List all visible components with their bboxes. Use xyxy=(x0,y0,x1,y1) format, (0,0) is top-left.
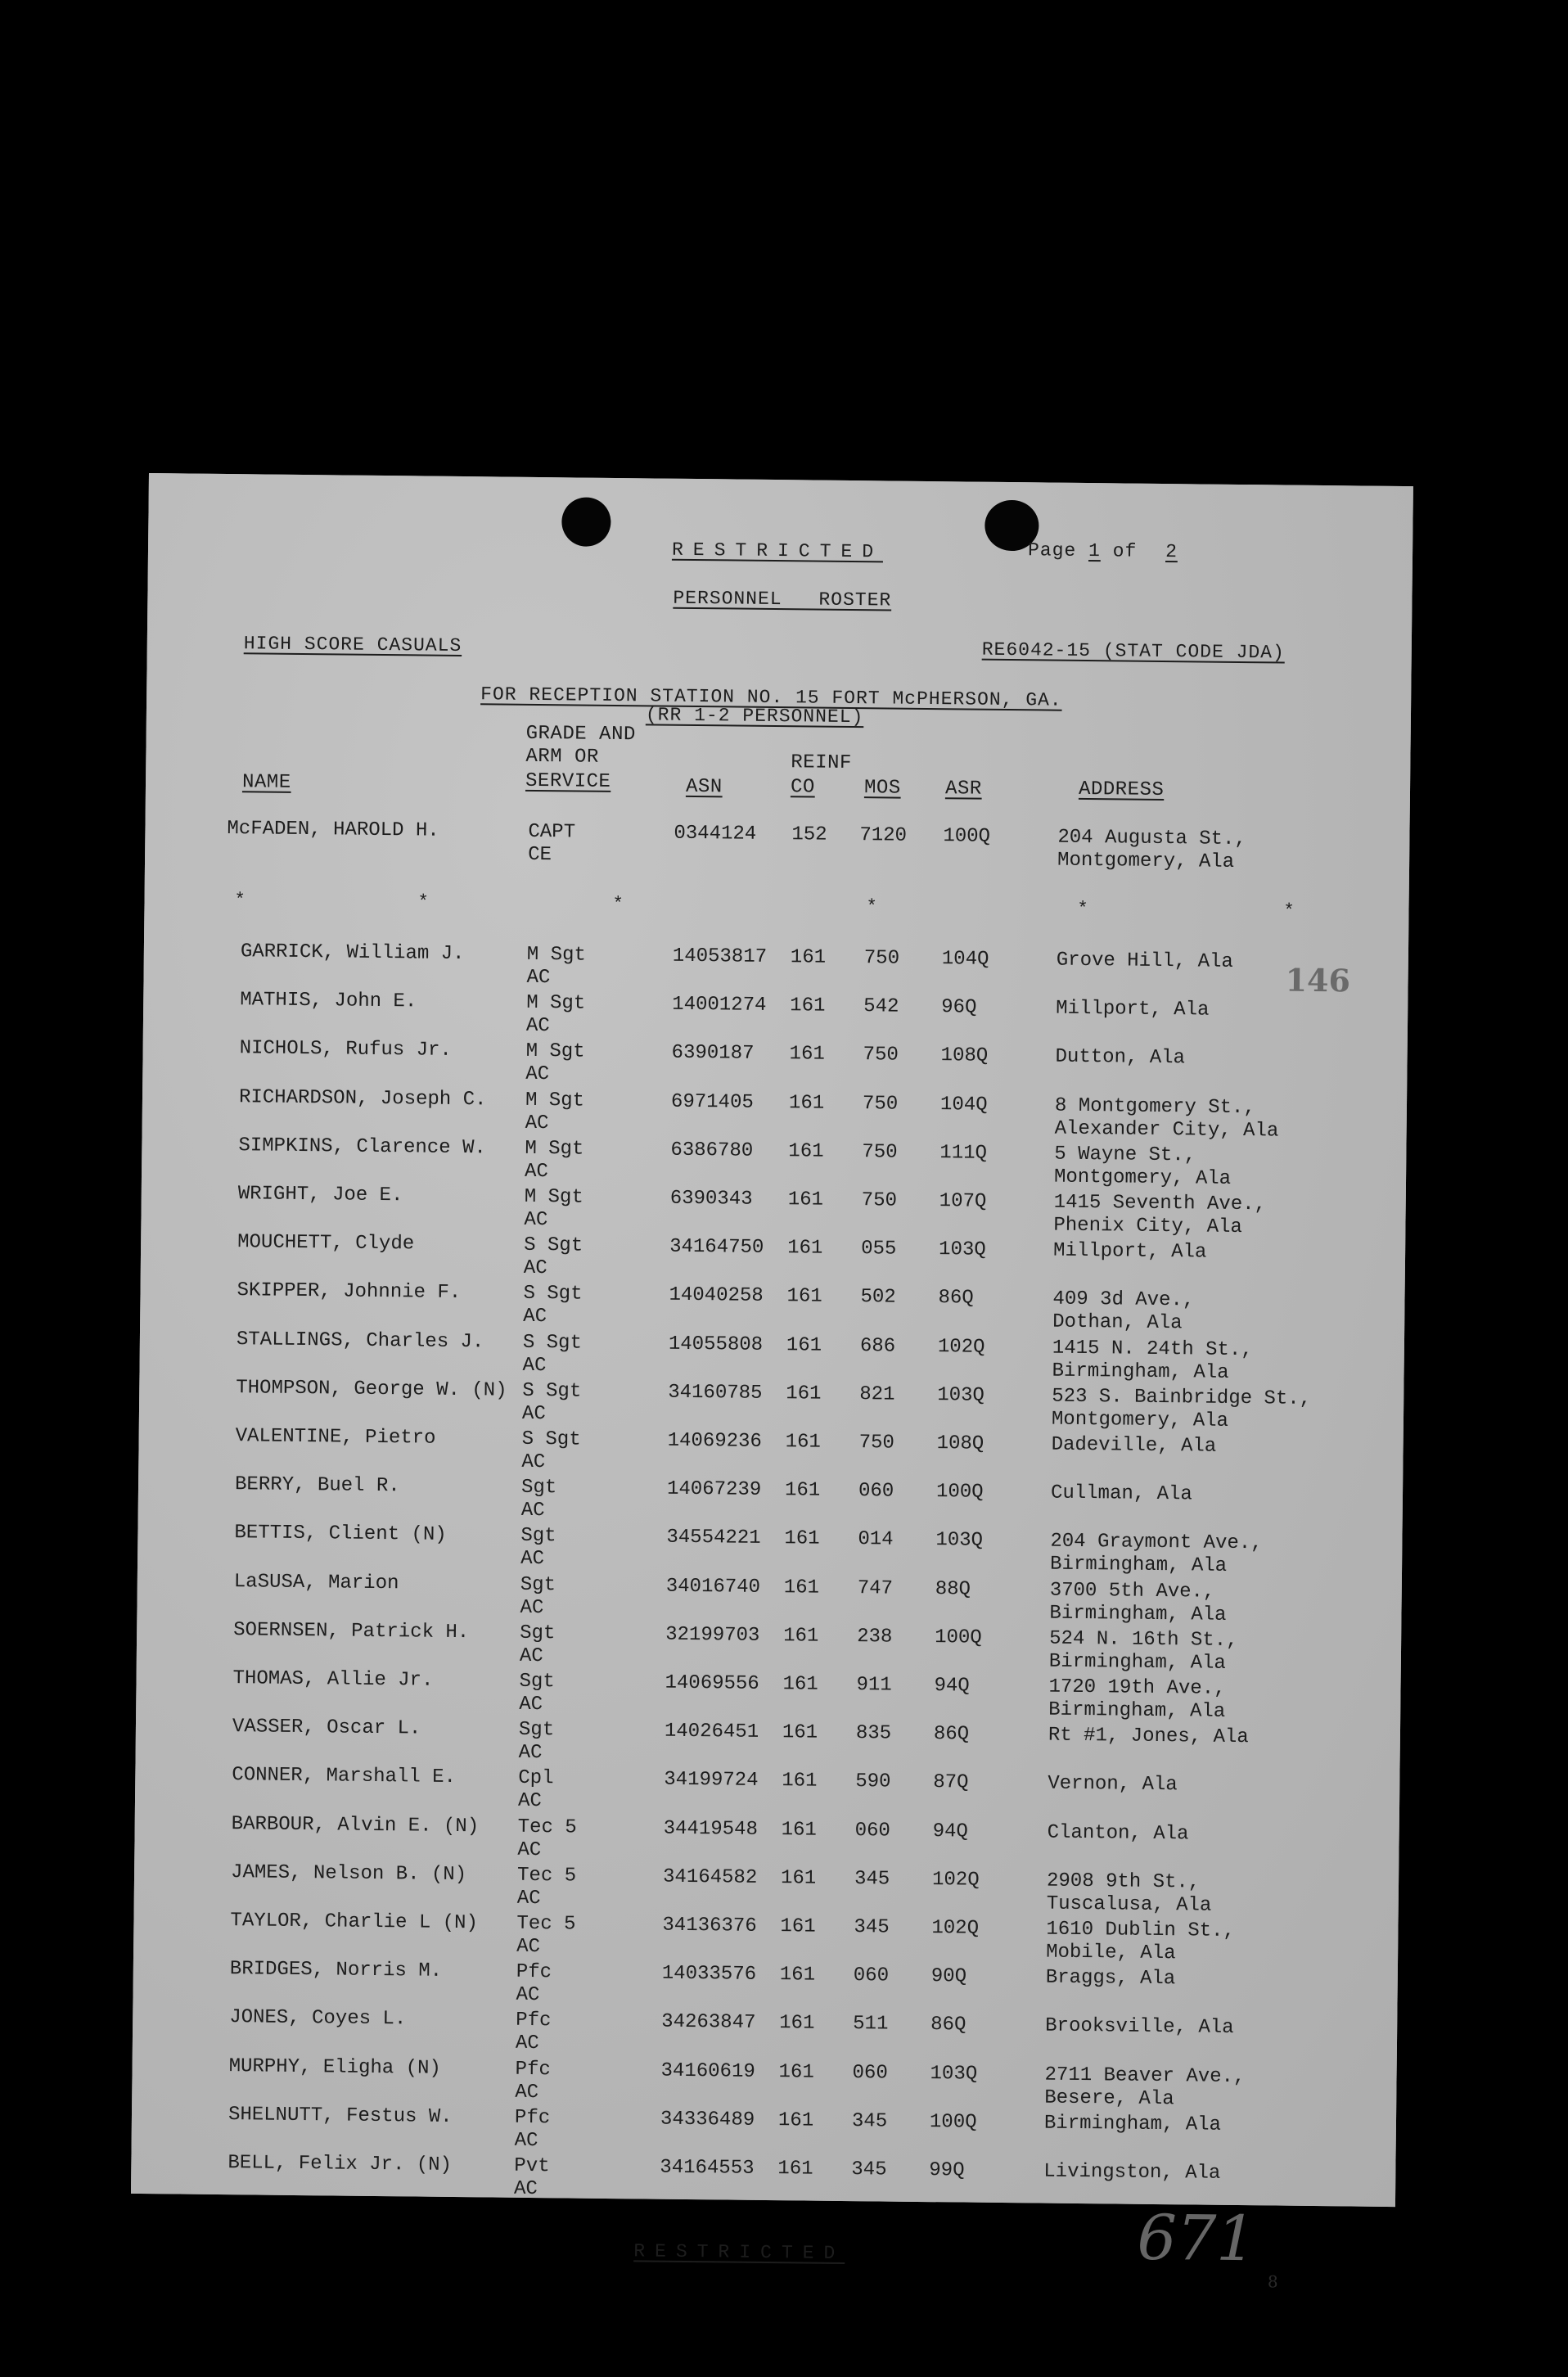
roster-address-line2: Birmingham, Ala xyxy=(1049,1553,1228,1578)
roster-name: SKIPPER, Johnnie F. xyxy=(237,1279,462,1305)
roster-asr: 108Q xyxy=(940,1044,989,1068)
roster-address-line2: Tuscalusa, Ala xyxy=(1046,1892,1212,1917)
roster-asn: 6971405 xyxy=(670,1090,754,1114)
roster-asn: 34160785 xyxy=(668,1381,763,1405)
roster-asn: 34136376 xyxy=(662,1914,757,1937)
roster-asr: 107Q xyxy=(939,1190,987,1213)
roster-asn: 34164553 xyxy=(660,2156,755,2180)
roster-asn: 34164582 xyxy=(662,1865,758,1889)
roster-asn: 34554221 xyxy=(666,1527,761,1550)
roster-co: 161 xyxy=(790,946,827,969)
roster-arm: AC xyxy=(524,1208,548,1232)
roster-address-line1: 8 Montgomery St., xyxy=(1054,1094,1255,1119)
roster-mos: 345 xyxy=(851,2158,887,2181)
station-subline: (RR 1-2 PERSONNEL) xyxy=(645,704,864,728)
separator-star: * xyxy=(1283,900,1295,922)
roster-arm: AC xyxy=(524,1160,549,1183)
roster-mos: 502 xyxy=(860,1286,896,1310)
roster-arm: AC xyxy=(513,2177,538,2201)
roster-mos: 821 xyxy=(859,1382,895,1406)
roster-name: RICHARDSON, Joseph C. xyxy=(238,1085,487,1111)
roster-page xyxy=(131,473,1413,2292)
roster-co: 161 xyxy=(782,1770,818,1793)
roster-asr: 87Q xyxy=(933,1771,969,1794)
roster-mos: 060 xyxy=(858,1480,894,1503)
officer-row xyxy=(145,817,1410,877)
roster-grade: S Sgt xyxy=(523,1283,583,1306)
roster-asn: 14069236 xyxy=(667,1429,763,1453)
roster-asn: 34199724 xyxy=(664,1769,759,1793)
roster-asr: 94Q xyxy=(932,1820,969,1843)
roster-asr: 86Q xyxy=(938,1287,974,1310)
roster-arm: AC xyxy=(516,1887,541,1910)
roster-asr: 103Q xyxy=(935,1529,984,1553)
roster-address-line2: Montgomery, Ala xyxy=(1053,1166,1232,1190)
restricted-header: RESTRICTED xyxy=(671,539,884,563)
roster-asr: 94Q xyxy=(934,1675,970,1698)
roster-asn: 32199703 xyxy=(665,1623,760,1647)
officer-grade: CAPT xyxy=(528,820,576,844)
roster-name: BARBOUR, Alvin E. (N) xyxy=(231,1812,480,1838)
handwritten-number: 671 xyxy=(1137,2200,1257,2276)
roster-asn: 14055808 xyxy=(668,1333,764,1356)
roster-asn: 34164750 xyxy=(669,1235,764,1260)
roster-asn: 34016740 xyxy=(665,1575,761,1599)
roster-name: MATHIS, John E. xyxy=(240,989,417,1013)
roster-name: BELL, Felix Jr. (N) xyxy=(228,2152,453,2176)
roster-address-line1: 524 N. 16th St., xyxy=(1049,1627,1238,1652)
roster-grade: M Sgt xyxy=(526,992,586,1015)
roster-grade: S Sgt xyxy=(524,1234,583,1257)
roster-address-line1: 5 Wayne St., xyxy=(1054,1143,1196,1167)
officer-arm: CE xyxy=(528,843,552,867)
roster-arm: AC xyxy=(515,2081,539,2104)
roster-mos: 750 xyxy=(861,1189,898,1212)
roster-mos: 060 xyxy=(854,1819,891,1843)
roster-co: 161 xyxy=(787,1188,824,1211)
roster-asn: 6390343 xyxy=(669,1187,753,1211)
roster-arm: AC xyxy=(520,1596,544,1619)
roster-address-line1: Brooksville, Ala xyxy=(1045,2014,1234,2040)
roster-grade: M Sgt xyxy=(526,943,587,967)
roster-asn: 14040258 xyxy=(669,1284,764,1308)
roster-grade: M Sgt xyxy=(525,1089,585,1112)
roster-grade: Sgt xyxy=(520,1525,556,1548)
roster-name: MURPHY, Eligha (N) xyxy=(228,2055,442,2080)
roster-mos: 835 xyxy=(855,1722,892,1745)
page-number: 1 xyxy=(1088,540,1102,562)
roster-address-line1: Cullman, Ala xyxy=(1050,1482,1192,1506)
roster-address-line1: Livingston, Ala xyxy=(1043,2160,1221,2185)
separator-star: * xyxy=(417,891,429,913)
roster-asr: 102Q xyxy=(931,1868,980,1892)
roster-grade: S Sgt xyxy=(522,1379,582,1403)
roster-asr: 99Q xyxy=(929,2159,965,2182)
roster-grade: Sgt xyxy=(520,1573,556,1596)
roster-name: STALLINGS, Charles J. xyxy=(236,1328,484,1353)
roster-name: BETTIS, Client (N) xyxy=(234,1522,447,1547)
roster-asn: 34336489 xyxy=(660,2108,755,2131)
roster-name: SIMPKINS, Clarence W. xyxy=(238,1134,486,1160)
roster-co: 161 xyxy=(786,1382,822,1405)
roster-asr: 100Q xyxy=(929,2110,977,2134)
stamp-number: 146 xyxy=(1285,961,1351,999)
roster-arm: AC xyxy=(519,1693,543,1716)
roster-grade: Pfc xyxy=(515,2058,551,2081)
roster-arm: AC xyxy=(516,1935,541,1959)
roster-asr: 104Q xyxy=(939,1093,988,1116)
roster-co: 161 xyxy=(784,1527,820,1551)
roster-asr: 100Q xyxy=(935,1481,984,1504)
roster-name: TAYLOR, Charlie L (N) xyxy=(230,1910,479,1935)
col-address: ADDRESS xyxy=(1078,778,1165,802)
roster-mos: 542 xyxy=(863,995,899,1018)
roster-co: 161 xyxy=(786,1333,822,1357)
roster-mos: 750 xyxy=(862,1092,899,1116)
roster-asr: 96Q xyxy=(941,996,977,1019)
roster-name: MOUCHETT, Clyde xyxy=(237,1231,415,1256)
roster-address-line1: Millport, Ala xyxy=(1052,1239,1207,1264)
roster-asr: 103Q xyxy=(937,1383,985,1407)
roster-mos: 060 xyxy=(852,2061,888,2085)
roster-name: BERRY, Buel R. xyxy=(234,1473,400,1498)
col-reinf: REINF xyxy=(791,751,852,775)
roster-co: 161 xyxy=(779,2012,815,2036)
roster-address-line2: Besere, Ala xyxy=(1044,2086,1174,2110)
separator-star: * xyxy=(1077,898,1088,920)
roster-asn: 14001274 xyxy=(672,993,767,1017)
roster-asr: 100Q xyxy=(935,1626,982,1649)
officer-name: McFADEN, HAROLD H. xyxy=(227,818,439,842)
roster-arm: AC xyxy=(518,1742,543,1765)
roster-asr: 103Q xyxy=(930,2062,978,2086)
roster-name: WRIGHT, Joe E. xyxy=(237,1183,403,1207)
roster-asr: 86Q xyxy=(933,1723,970,1746)
page-of: of xyxy=(1112,540,1138,562)
roster-address-line1: 2908 9th St., xyxy=(1046,1870,1201,1894)
roster-address-line1: Birmingham, Ala xyxy=(1043,2112,1222,2136)
corner-mark: 8 xyxy=(1267,2271,1278,2292)
col-co: CO xyxy=(790,776,815,799)
roster-address-line1: Vernon, Ala xyxy=(1048,1772,1178,1797)
roster-asr: 103Q xyxy=(938,1238,986,1261)
roster-grade: S Sgt xyxy=(522,1331,583,1355)
roster-name: GARRICK, William J. xyxy=(240,940,465,966)
roster-arm: AC xyxy=(517,1790,542,1813)
officer-mos: 7120 xyxy=(859,824,908,847)
reference-code: RE6042-15 (STAT CODE JDA) xyxy=(981,638,1285,664)
officer-address-line1: 204 Augusta St., xyxy=(1057,826,1246,851)
roster-grade: M Sgt xyxy=(525,1040,585,1064)
roster-co: 161 xyxy=(790,995,826,1017)
unit-name: HIGH SCORE CASUALS xyxy=(243,633,462,657)
roster-name: SOERNSEN, Patrick H. xyxy=(233,1618,470,1644)
officer-asr: 100Q xyxy=(943,825,991,848)
roster-arm: AC xyxy=(522,1354,547,1377)
col-grade-line1: GRADE AND xyxy=(525,722,636,746)
roster-grade: Tec 5 xyxy=(517,1815,577,1839)
roster-name: JONES, Coyes L. xyxy=(229,2006,407,2031)
roster-asr: 102Q xyxy=(931,1917,980,1940)
roster-co: 161 xyxy=(781,1818,818,1842)
col-asn: ASN xyxy=(685,775,723,799)
roster-asn: 34263847 xyxy=(661,2011,756,2035)
roster-mos: 345 xyxy=(854,1916,890,1939)
roster-arm: AC xyxy=(519,1644,543,1667)
roster-name: CONNER, Marshall E. xyxy=(232,1764,457,1789)
roster-address-line1: 3700 5th Ave., xyxy=(1049,1579,1215,1603)
roster-address-line1: 204 Graymont Ave., xyxy=(1050,1530,1263,1555)
roster-mos: 911 xyxy=(856,1674,892,1697)
roster-name: THOMPSON, George W. (N) xyxy=(236,1376,507,1402)
roster-asr: 102Q xyxy=(937,1335,985,1359)
roster-co: 161 xyxy=(777,2109,814,2132)
roster-grade: S Sgt xyxy=(521,1428,581,1451)
separator-star: * xyxy=(866,896,877,918)
roster-address-line1: 2711 Beaver Ave., xyxy=(1044,2064,1246,2088)
roster-co: 161 xyxy=(782,1673,818,1696)
station-line: FOR RECEPTION STATION NO. 15 FORT McPHERSON, GA. xyxy=(480,683,1062,711)
roster-name: VASSER, Oscar L. xyxy=(232,1716,421,1740)
restricted-footer: RESTRICTED xyxy=(633,2240,845,2265)
roster-arm: AC xyxy=(516,1983,540,2007)
roster-mos: 750 xyxy=(863,1044,899,1067)
roster-address-line1: Rt #1, Jones, Ala xyxy=(1048,1724,1249,1749)
roster-asn: 14026451 xyxy=(664,1720,759,1744)
roster-co: 161 xyxy=(788,1091,825,1115)
roster-mos: 511 xyxy=(853,2013,889,2036)
roster-address-line2: Mobile, Ala xyxy=(1045,1941,1176,1965)
roster-mos: 345 xyxy=(851,2109,888,2133)
roster-co: 161 xyxy=(780,1866,817,1890)
roster-name: THOMAS, Allie Jr. xyxy=(232,1667,434,1692)
roster-address-line2: Dothan, Ala xyxy=(1052,1311,1183,1335)
roster-co: 161 xyxy=(782,1721,818,1744)
roster-name: BRIDGES, Norris M. xyxy=(229,1958,443,1983)
roster-asr: 104Q xyxy=(941,948,989,971)
roster-title: PERSONNEL ROSTER xyxy=(673,587,892,611)
roster-address-line1: 1720 19th Ave., xyxy=(1048,1676,1226,1700)
roster-co: 161 xyxy=(780,1915,816,1938)
roster-name: NICHOLS, Rufus Jr. xyxy=(239,1037,453,1062)
roster-arm: AC xyxy=(521,1450,546,1474)
roster-address-line1: 1415 N. 24th St., xyxy=(1052,1337,1253,1361)
roster-address-line1: Clanton, Ala xyxy=(1047,1821,1189,1845)
roster-grade: Tec 5 xyxy=(516,1864,577,1888)
page-total: 2 xyxy=(1165,541,1178,563)
roster-asr: 111Q xyxy=(939,1141,988,1165)
roster-grade: M Sgt xyxy=(525,1137,584,1161)
roster-arm: AC xyxy=(525,1063,550,1086)
col-mos: MOS xyxy=(863,777,901,800)
col-grade-line3: SERVICE xyxy=(525,769,611,793)
roster-grade: Sgt xyxy=(518,1719,555,1742)
roster-address-line2: Birmingham, Ala xyxy=(1052,1360,1229,1384)
roster-grade: M Sgt xyxy=(524,1185,583,1209)
roster-grade: Sgt xyxy=(519,1670,555,1694)
roster-address-line1: 1415 Seventh Ave., xyxy=(1053,1191,1267,1216)
roster-address-line1: 409 3d Ave., xyxy=(1052,1288,1195,1312)
page-indicator xyxy=(1028,539,1202,562)
punch-hole-left xyxy=(561,497,611,547)
roster-grade: Pvt xyxy=(514,2154,550,2178)
roster-grade: Pfc xyxy=(516,2009,552,2032)
roster-asn: 14069556 xyxy=(665,1671,759,1695)
roster-co: 161 xyxy=(783,1576,820,1599)
roster-mos: 750 xyxy=(863,947,900,970)
roster-asn: 34160619 xyxy=(660,2059,755,2083)
roster-co: 161 xyxy=(786,1237,823,1260)
roster-mos: 747 xyxy=(857,1576,894,1600)
roster-grade: Cpl xyxy=(518,1767,554,1790)
roster-co: 161 xyxy=(783,1624,819,1648)
roster-asn: 14067239 xyxy=(666,1477,762,1502)
roster-arm: AC xyxy=(517,1838,542,1861)
roster-mos: 055 xyxy=(860,1238,897,1261)
roster-address-line1: Braggs, Ala xyxy=(1045,1966,1176,1991)
roster-asn: 6390187 xyxy=(671,1042,755,1066)
separator-star: * xyxy=(234,890,246,911)
roster-grade: Pfc xyxy=(514,2106,551,2130)
roster-address-line1: Grove Hill, Ala xyxy=(1056,949,1234,973)
separator-star: * xyxy=(612,893,624,915)
roster-address-line1: Dutton, Ala xyxy=(1055,1046,1186,1070)
roster-asr: 86Q xyxy=(930,2014,966,2036)
roster-address-line1: 523 S. Bainbridge St., xyxy=(1052,1385,1312,1410)
roster-mos: 345 xyxy=(854,1867,890,1891)
roster-asn: 6386780 xyxy=(670,1139,754,1162)
roster-address-line1: Dadeville, Ala xyxy=(1051,1433,1217,1458)
officer-address-line2: Montgomery, Ala xyxy=(1057,849,1235,873)
roster-co: 161 xyxy=(785,1431,822,1454)
roster-grade: Pfc xyxy=(516,1960,552,1984)
roster-arm: AC xyxy=(520,1500,545,1522)
roster-grade: Sgt xyxy=(520,1477,557,1500)
roster-mos: 238 xyxy=(857,1625,893,1649)
roster-arm: AC xyxy=(525,1112,549,1134)
officer-co: 152 xyxy=(791,823,827,846)
roster-co: 161 xyxy=(784,1479,821,1502)
col-grade-line2: ARM OR xyxy=(525,745,599,769)
roster-mos: 014 xyxy=(858,1528,894,1551)
roster-address-line1: 1610 Dublin St., xyxy=(1046,1918,1235,1942)
col-name: NAME xyxy=(241,771,291,794)
roster-grade: Tec 5 xyxy=(516,1912,576,1936)
roster-mos: 750 xyxy=(862,1140,898,1164)
roster-name: JAMES, Nelson B. (N) xyxy=(230,1861,467,1886)
roster-arm: AC xyxy=(525,1015,550,1038)
roster-name: LaSUSA, Marion xyxy=(233,1570,399,1594)
roster-arm: AC xyxy=(521,1402,546,1425)
roster-address-line2: Montgomery, Ala xyxy=(1051,1408,1229,1432)
roster-name: SHELNUTT, Festus W. xyxy=(228,2103,453,2128)
roster-mos: 750 xyxy=(858,1432,894,1455)
roster-address-line2: Birmingham, Ala xyxy=(1049,1602,1227,1626)
roster-arm: AC xyxy=(514,2129,538,2152)
roster-co: 161 xyxy=(777,2158,813,2181)
roster-arm: AC xyxy=(523,1306,547,1328)
roster-address-line2: Birmingham, Ala xyxy=(1048,1698,1226,1723)
roster-co: 161 xyxy=(786,1285,822,1309)
roster-address-line2: Phenix City, Ala xyxy=(1053,1214,1243,1239)
roster-asn: 14053817 xyxy=(672,945,768,968)
roster-asn: 14033576 xyxy=(661,1962,757,1987)
roster-arm: AC xyxy=(520,1548,545,1571)
roster-address-line2: Birmingham, Ala xyxy=(1048,1650,1227,1675)
roster-arm: AC xyxy=(515,2032,539,2055)
col-asr: ASR xyxy=(944,778,982,801)
roster-mos: 686 xyxy=(859,1334,896,1358)
officer-asn: 0344124 xyxy=(674,822,757,846)
roster-grade: Sgt xyxy=(520,1622,556,1645)
roster-co: 161 xyxy=(778,2060,814,2084)
roster-address-line2: Alexander City, Ala xyxy=(1054,1117,1279,1143)
roster-name: VALENTINE, Pietro xyxy=(235,1425,436,1450)
roster-address-line1: Millport, Ala xyxy=(1056,997,1210,1022)
roster-asr: 88Q xyxy=(935,1577,971,1601)
roster-arm: AC xyxy=(523,1257,547,1280)
page-label: Page xyxy=(1027,539,1077,562)
roster-co: 161 xyxy=(789,1043,825,1067)
roster-mos: 060 xyxy=(853,1964,890,1987)
roster-co: 161 xyxy=(788,1140,824,1163)
roster-asn: 34419548 xyxy=(663,1817,759,1841)
roster-asr: 90Q xyxy=(930,1965,967,1988)
roster-mos: 590 xyxy=(855,1770,891,1793)
roster-co: 161 xyxy=(779,1964,816,1987)
roster-arm: AC xyxy=(526,966,551,990)
roster-asr: 108Q xyxy=(936,1432,985,1455)
